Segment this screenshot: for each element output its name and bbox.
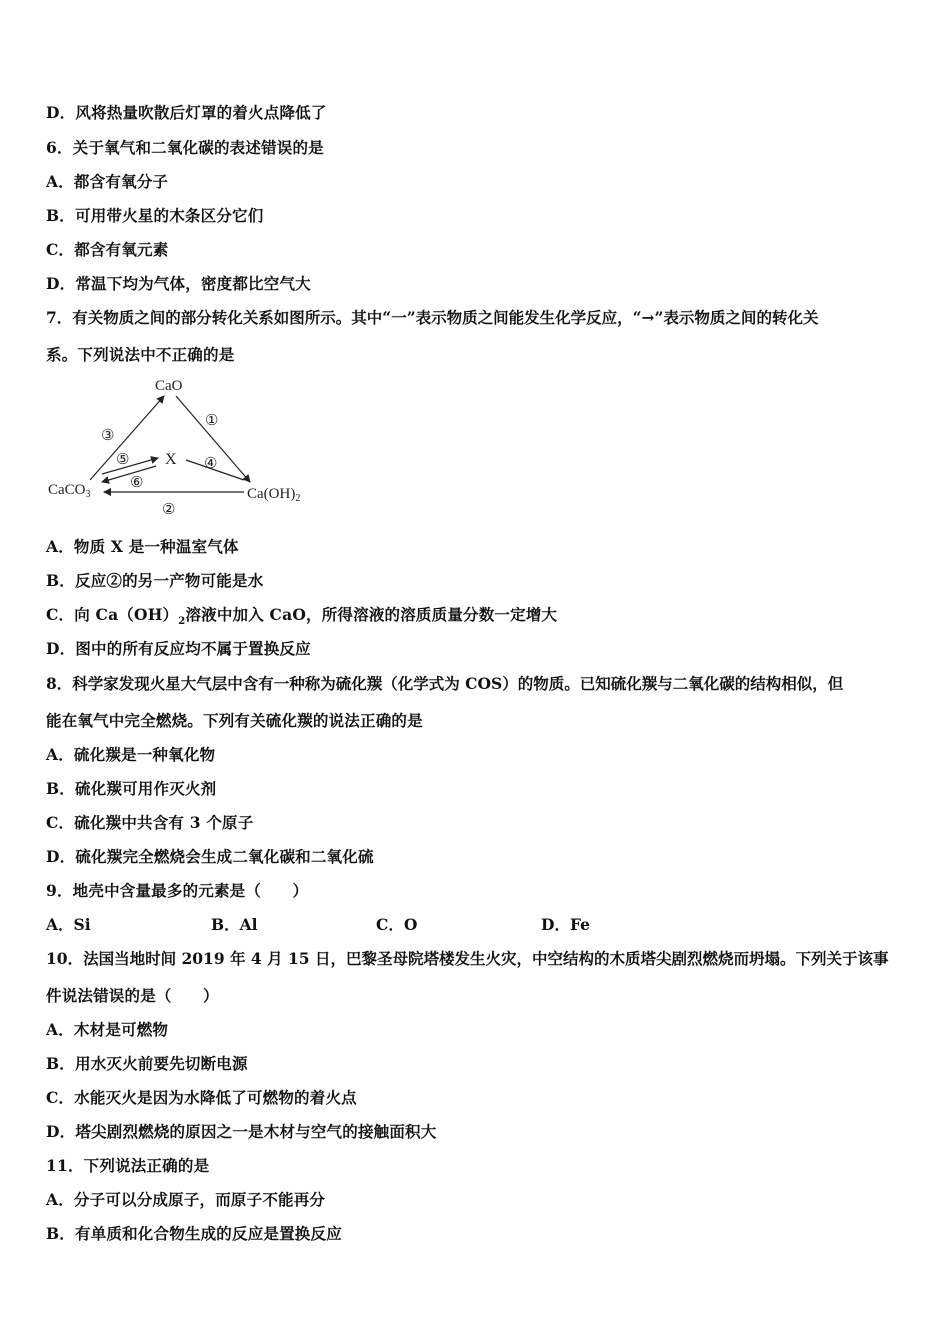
label-reaction-3: ③ bbox=[101, 428, 115, 444]
q9-option-a: A．Si bbox=[46, 915, 91, 934]
label-reaction-5: ⑤ bbox=[116, 452, 130, 468]
q8-option-b: B．硫化羰可用作灭火剂 bbox=[46, 779, 217, 798]
q10-option-b: B．用水灭火前要先切断电源 bbox=[46, 1054, 248, 1073]
label-reaction-6: ⑥ bbox=[130, 475, 144, 491]
q7-option-d: D．图中的所有反应均不属于置换反应 bbox=[46, 639, 311, 658]
arrow-caco3-to-x bbox=[102, 458, 158, 474]
q8-stem-line1: 8．科学家发现火星大气层中含有一种称为硫化羰（化学式为 COS）的物质。已知硫化羰与二氧化碳的结构相似，但 bbox=[46, 674, 844, 693]
label-caco3: CaCO$_3$ bbox=[48, 482, 91, 500]
q8-option-a: A．硫化羰是一种氧化物 bbox=[46, 745, 216, 764]
q9-stem: 9．地壳中含量最多的元素是（ ） bbox=[46, 881, 309, 900]
q6-option-d: D．常温下均为气体，密度都比空气大 bbox=[46, 274, 311, 293]
q7-option-b: B．反应②的另一产物可能是水 bbox=[46, 571, 264, 590]
arrow-x-to-caco3 bbox=[102, 466, 156, 482]
q8-option-c: C．硫化羰中共含有 3 个原子 bbox=[46, 813, 254, 832]
q11-stem: 11．下列说法正确的是 bbox=[46, 1156, 210, 1175]
q6-stem: 6．关于氧气和二氧化碳的表述错误的是 bbox=[46, 138, 324, 157]
q10-option-a: A．木材是可燃物 bbox=[46, 1020, 169, 1039]
label-reaction-4: ④ bbox=[204, 456, 218, 472]
q11-option-a: A．分子可以分成原子，而原子不能再分 bbox=[46, 1190, 326, 1209]
q9-option-c: C．O bbox=[376, 915, 418, 934]
q7-option-a: A．物质 X 是一种温室气体 bbox=[46, 537, 239, 556]
q6-option-b: B．可用带火星的木条区分它们 bbox=[46, 206, 264, 225]
q5-option-d: D．风将热量吹散后灯罩的着火点降低了 bbox=[46, 103, 327, 122]
q8-stem-line2: 能在氧气中完全燃烧。下列有关硫化羰的说法正确的是 bbox=[46, 711, 423, 730]
q10-option-d: D．塔尖剧烈燃烧的原因之一是木材与空气的接触面积大 bbox=[46, 1122, 437, 1141]
q8-option-d: D．硫化羰完全燃烧会生成二氧化碳和二氧化硫 bbox=[46, 847, 374, 866]
q7-stem-line1: 7．有关物质之间的部分转化关系如图所示。其中“一”表示物质之间能发生化学反应，“→”表示物质之间的转化关 bbox=[46, 308, 819, 327]
q10-stem-line2: 件说法错误的是（ ） bbox=[46, 986, 219, 1005]
q7-stem-line2: 系。下列说法中不正确的是 bbox=[46, 345, 235, 364]
q11-option-b: B．有单质和化合物生成的反应是置换反应 bbox=[46, 1224, 342, 1243]
label-caoh2: $Ca(OH)_2$ bbox=[247, 486, 301, 504]
label-reaction-1: ① bbox=[205, 413, 219, 429]
q10-stem-line1: 10．法国当地时间 2019 年 4 月 15 日，巴黎圣母院塔楼发生火灾，中空结构的木质塔尖剧烈燃烧而坍塌。下列关于该事 bbox=[46, 949, 889, 968]
reaction-diagram bbox=[44, 372, 314, 520]
q6-option-c: C．都含有氧元素 bbox=[46, 240, 169, 259]
label-cao: CaO bbox=[155, 378, 183, 394]
label-reaction-2: ② bbox=[162, 502, 176, 518]
q10-option-c: C．水能灭火是因为水降低了可燃物的着火点 bbox=[46, 1088, 357, 1107]
q7-option-c: C．向 $Ca(OH)_2$溶液中加入 CaO，所得溶液的溶质质量分数一定增大 bbox=[46, 605, 558, 628]
q9-option-d: D．Fe bbox=[541, 915, 590, 934]
q9-option-b: B．Al bbox=[211, 915, 258, 934]
label-x: X bbox=[165, 451, 177, 468]
q6-option-a: A．都含有氧分子 bbox=[46, 172, 169, 191]
